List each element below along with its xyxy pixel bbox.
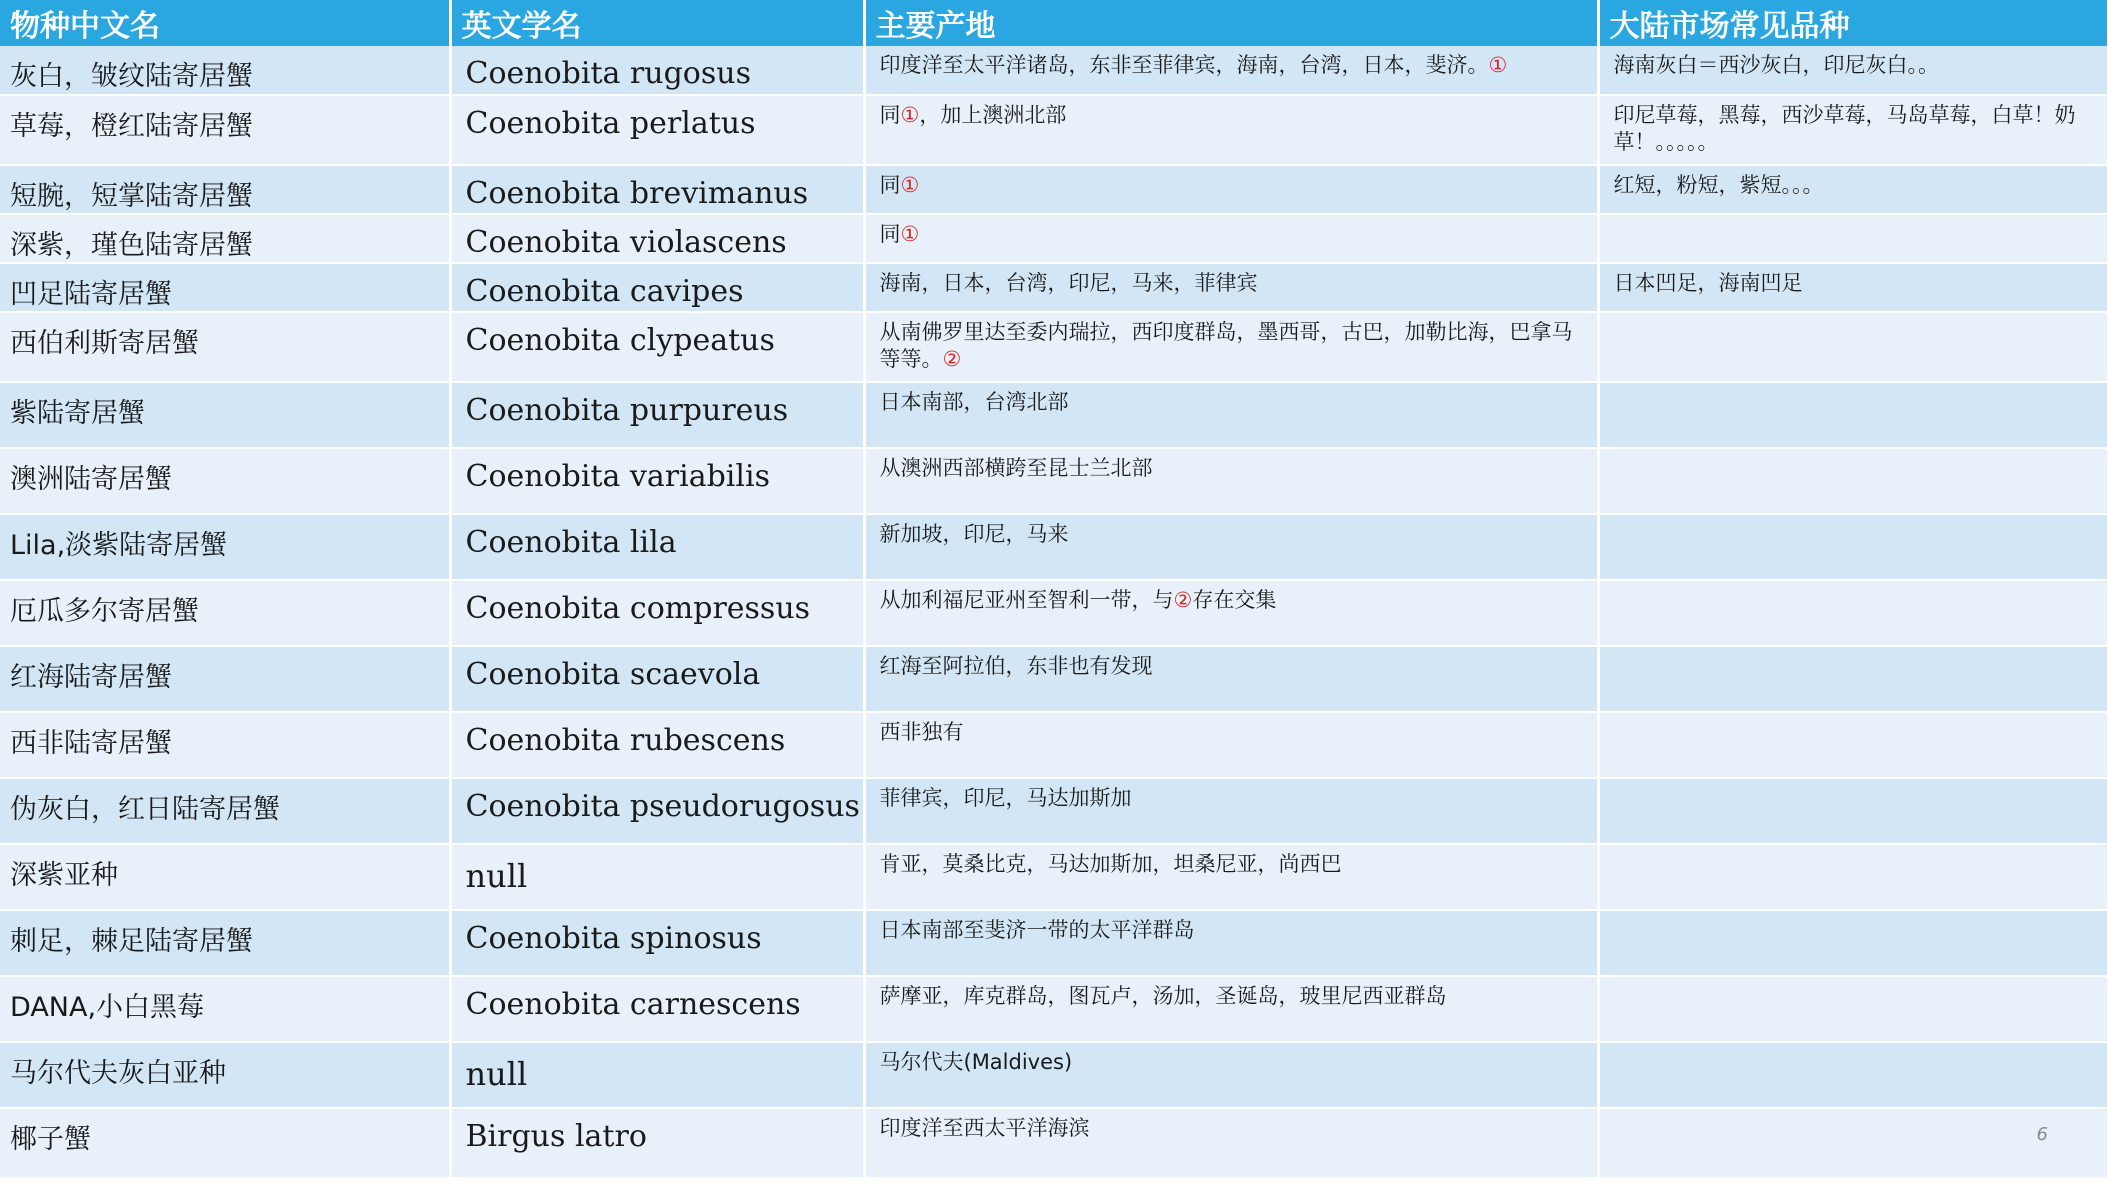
cell-market-variety [1598, 712, 2108, 778]
table-row [0, 580, 2108, 646]
table-row [0, 1042, 2108, 1108]
cell-scientific-name: Coenobita lila [450, 514, 864, 580]
origin-text-prefix: 同 [879, 103, 901, 127]
cell-origin [864, 910, 1598, 976]
footnote-marker: ① [900, 103, 920, 127]
cell-market-variety [1598, 646, 2108, 712]
table-row [0, 778, 2108, 844]
cell-scientific-name: Coenobita spinosus [450, 910, 864, 976]
cell-origin [864, 46, 1598, 95]
cell-scientific-name: Coenobita violascens [450, 214, 864, 263]
table-row [0, 263, 2108, 312]
cell-origin [864, 263, 1598, 312]
header-market-variety: 大陆市场常见品种 [1598, 0, 2108, 46]
table-row [0, 646, 2108, 712]
cell-chinese-name: 灰白，皱纹陆寄居蟹 [0, 46, 450, 95]
cell-scientific-name: Coenobita purpureus [450, 382, 864, 448]
table-row [0, 165, 2108, 214]
table-row [0, 976, 2108, 1042]
footnote-marker: ② [942, 347, 962, 371]
origin-text: 萨摩亚，库克群岛，图瓦卢，汤加，圣诞岛，玻里尼西亚群岛 [879, 984, 1447, 1008]
cell-origin [864, 514, 1598, 580]
cell-chinese-name: 短腕，短掌陆寄居蟹 [0, 165, 450, 214]
table-row [0, 214, 2108, 263]
cell-scientific-name: Coenobita scaevola [450, 646, 864, 712]
footnote-marker: ① [900, 222, 920, 246]
origin-text: 西非独有 [879, 720, 964, 744]
origin-text: 从澳洲西部横跨至昆士兰北部 [879, 456, 1153, 480]
table-body [0, 46, 2108, 1178]
cell-chinese-name: Lila,淡紫陆寄居蟹 [0, 514, 450, 580]
cell-origin [864, 580, 1598, 646]
cell-chinese-name: 深紫亚种 [0, 844, 450, 910]
cell-chinese-name: 厄瓜多尔寄居蟹 [0, 580, 450, 646]
cell-market-variety [1598, 448, 2108, 514]
cell-origin [864, 646, 1598, 712]
cell-market-variety: 印尼草莓，黑莓，西沙草莓，马岛草莓，白草！奶草！。。。。。 [1598, 95, 2108, 165]
cell-chinese-name: 凹足陆寄居蟹 [0, 263, 450, 312]
origin-text: 印度洋至太平洋诸岛，东非至菲律宾，海南，台湾，日本，斐济。 [879, 53, 1489, 77]
header-origin: 主要产地 [864, 0, 1598, 46]
table-row [0, 1108, 2108, 1178]
cell-chinese-name: 澳洲陆寄居蟹 [0, 448, 450, 514]
origin-text-prefix: 同 [879, 222, 901, 246]
table-row [0, 382, 2108, 448]
cell-scientific-name: null [450, 1042, 864, 1108]
cell-origin [864, 312, 1598, 382]
cell-origin [864, 976, 1598, 1042]
origin-text: ，加上澳洲北部 [919, 103, 1067, 127]
cell-origin [864, 712, 1598, 778]
cell-scientific-name: Coenobita rugosus [450, 46, 864, 95]
cell-market-variety [1598, 514, 2108, 580]
cell-market-variety [1598, 844, 2108, 910]
origin-text: 海南，日本，台湾，印尼，马来，菲律宾 [879, 271, 1258, 295]
cell-market-variety [1598, 1042, 2108, 1108]
cell-origin [864, 448, 1598, 514]
cell-origin [864, 165, 1598, 214]
table-header-row [0, 0, 2108, 46]
cell-chinese-name: 椰子蟹 [0, 1108, 450, 1178]
cell-market-variety: 红短，粉短，紫短。。。 [1598, 165, 2108, 214]
cell-scientific-name: Coenobita pseudorugosus [450, 778, 864, 844]
cell-market-variety [1598, 778, 2108, 844]
origin-text: 菲律宾，印尼，马达加斯加 [879, 786, 1132, 810]
cell-chinese-name: 紫陆寄居蟹 [0, 382, 450, 448]
table-row [0, 844, 2108, 910]
cell-market-variety [1598, 976, 2108, 1042]
cell-chinese-name: 伪灰白，红日陆寄居蟹 [0, 778, 450, 844]
cell-scientific-name: Coenobita clypeatus [450, 312, 864, 382]
cell-market-variety [1598, 580, 2108, 646]
cell-origin [864, 1108, 1598, 1178]
origin-text: 红海至阿拉伯，东非也有发现 [879, 654, 1153, 678]
cell-scientific-name: Birgus latro [450, 1108, 864, 1178]
cell-scientific-name: Coenobita brevimanus [450, 165, 864, 214]
table-row [0, 712, 2108, 778]
cell-market-variety [1598, 214, 2108, 263]
header-scientific-name: 英文学名 [450, 0, 864, 46]
cell-market-variety [1598, 312, 2108, 382]
cell-origin [864, 95, 1598, 165]
origin-text: 肯亚，莫桑比克，马达加斯加，坦桑尼亚，尚西巴 [879, 852, 1342, 876]
origin-text: 日本南部，台湾北部 [879, 390, 1069, 414]
cell-market-variety [1598, 910, 2108, 976]
origin-text: 印度洋至西太平洋海滨 [879, 1116, 1090, 1140]
cell-origin [864, 382, 1598, 448]
cell-origin [864, 778, 1598, 844]
header-chinese-name: 物种中文名 [0, 0, 450, 46]
cell-origin [864, 1042, 1598, 1108]
cell-origin [864, 844, 1598, 910]
table-row [0, 312, 2108, 382]
cell-chinese-name: 马尔代夫灰白亚种 [0, 1042, 450, 1108]
origin-text: 存在交集 [1192, 588, 1277, 612]
cell-scientific-name: Coenobita rubescens [450, 712, 864, 778]
origin-text: 马尔代夫(Maldives) [879, 1050, 1073, 1074]
origin-text: 新加坡，印尼，马来 [879, 522, 1069, 546]
table-row [0, 448, 2108, 514]
cell-scientific-name: Coenobita variabilis [450, 448, 864, 514]
table-row [0, 514, 2108, 580]
footnote-marker: ① [1488, 53, 1508, 77]
cell-chinese-name: 深紫，瑾色陆寄居蟹 [0, 214, 450, 263]
table-row [0, 46, 2108, 95]
cell-scientific-name: Coenobita cavipes [450, 263, 864, 312]
cell-scientific-name: Coenobita carnescens [450, 976, 864, 1042]
table-row [0, 910, 2108, 976]
cell-market-variety: 海南灰白＝西沙灰白，印尼灰白。。 [1598, 46, 2108, 95]
footnote-marker: ② [1173, 588, 1193, 612]
cell-market-variety [1598, 382, 2108, 448]
origin-text: 日本南部至斐济一带的太平洋群岛 [879, 918, 1195, 942]
cell-chinese-name: 西伯利斯寄居蟹 [0, 312, 450, 382]
cell-scientific-name: Coenobita perlatus [450, 95, 864, 165]
cell-chinese-name: 草莓，橙红陆寄居蟹 [0, 95, 450, 165]
origin-text-prefix: 同 [879, 173, 901, 197]
origin-text: 从南佛罗里达至委内瑞拉，西印度群岛，墨西哥，古巴，加勒比海，巴拿马等等。 [879, 320, 1573, 371]
cell-scientific-name: null [450, 844, 864, 910]
cell-market-variety: 日本凹足，海南凹足 [1598, 263, 2108, 312]
cell-origin [864, 214, 1598, 263]
footnote-marker: ① [900, 173, 920, 197]
table-row [0, 95, 2108, 165]
origin-text-prefix: 从加利福尼亚州至智利一带，与 [879, 588, 1174, 612]
cell-market-variety [1598, 1108, 2108, 1178]
cell-chinese-name: 西非陆寄居蟹 [0, 712, 450, 778]
cell-chinese-name: 刺足，棘足陆寄居蟹 [0, 910, 450, 976]
cell-chinese-name: 红海陆寄居蟹 [0, 646, 450, 712]
cell-chinese-name: DANA,小白黑莓 [0, 976, 450, 1042]
cell-scientific-name: Coenobita compressus [450, 580, 864, 646]
page-number: 6 [2036, 1124, 2048, 1145]
